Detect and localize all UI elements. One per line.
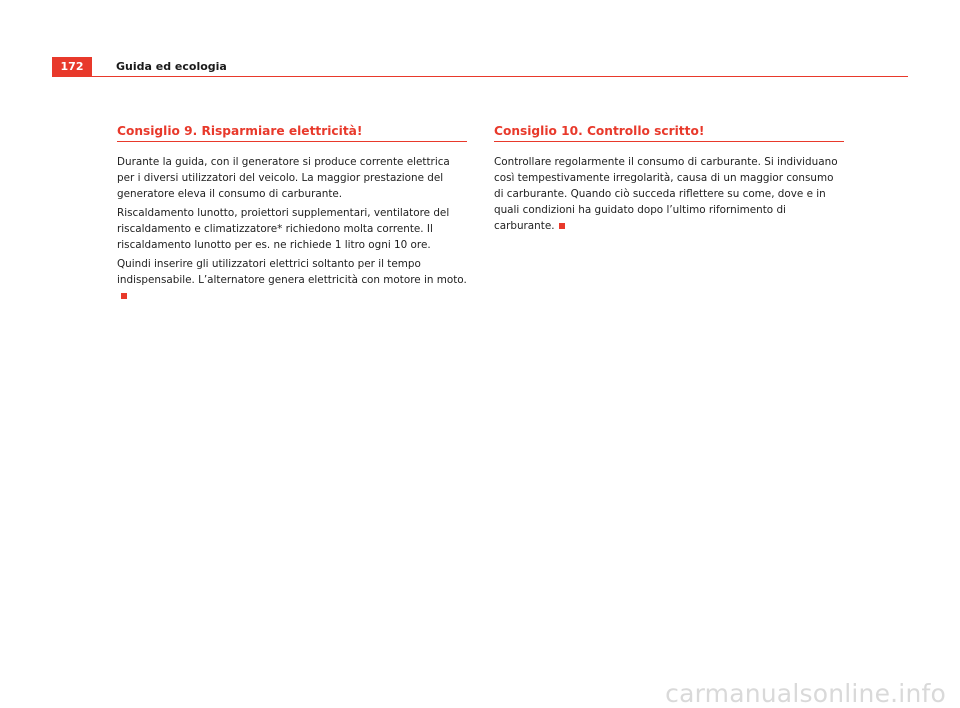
right-column [494,124,844,237]
page-number: 172 [52,57,92,77]
left-column [117,124,467,307]
end-of-section-icon [121,293,127,299]
tip-9-paragraph-2: Riscaldamento lunotto, proiettori supplementari, ventilatore del riscaldamento e climatizzatore* richiedono molta corrente. Il riscaldamento lunotto per es. ne richiede 1 litro ogni 10 ore. [117,207,450,251]
tip-9-paragraph-3: Quindi inserire gli utilizzatori elettrici soltanto per il tempo indispensabile. L’alternatore genera elettricità con motore in moto. [117,256,467,304]
header-rule [92,76,908,77]
watermark: carmanualsonline.info [665,679,946,708]
tip-9-title: Consiglio 9. Risparmiare elettricità! [117,124,467,142]
running-head: Guida ed ecologia [116,60,227,73]
end-of-section-icon [559,223,565,229]
tip-9-paragraph-1: Durante la guida, con il generatore si produce corrente elettrica per i diversi utilizzatori del veicolo. La maggior prestazione del generatore eleva il consumo di carburante. [117,156,450,200]
tip-10-paragraph-1: Controllare regolarmente il consumo di carburante. Si individuano così tempestivamente irregolarità, causa di un maggior consumo di carburante. Quando ciò succeda riflettere su come, dove e in quali condizioni ha guidato dopo l’ultimo rifornimento di carburante. [494,156,838,232]
tip-10-title: Consiglio 10. Controllo scritto! [494,124,844,142]
